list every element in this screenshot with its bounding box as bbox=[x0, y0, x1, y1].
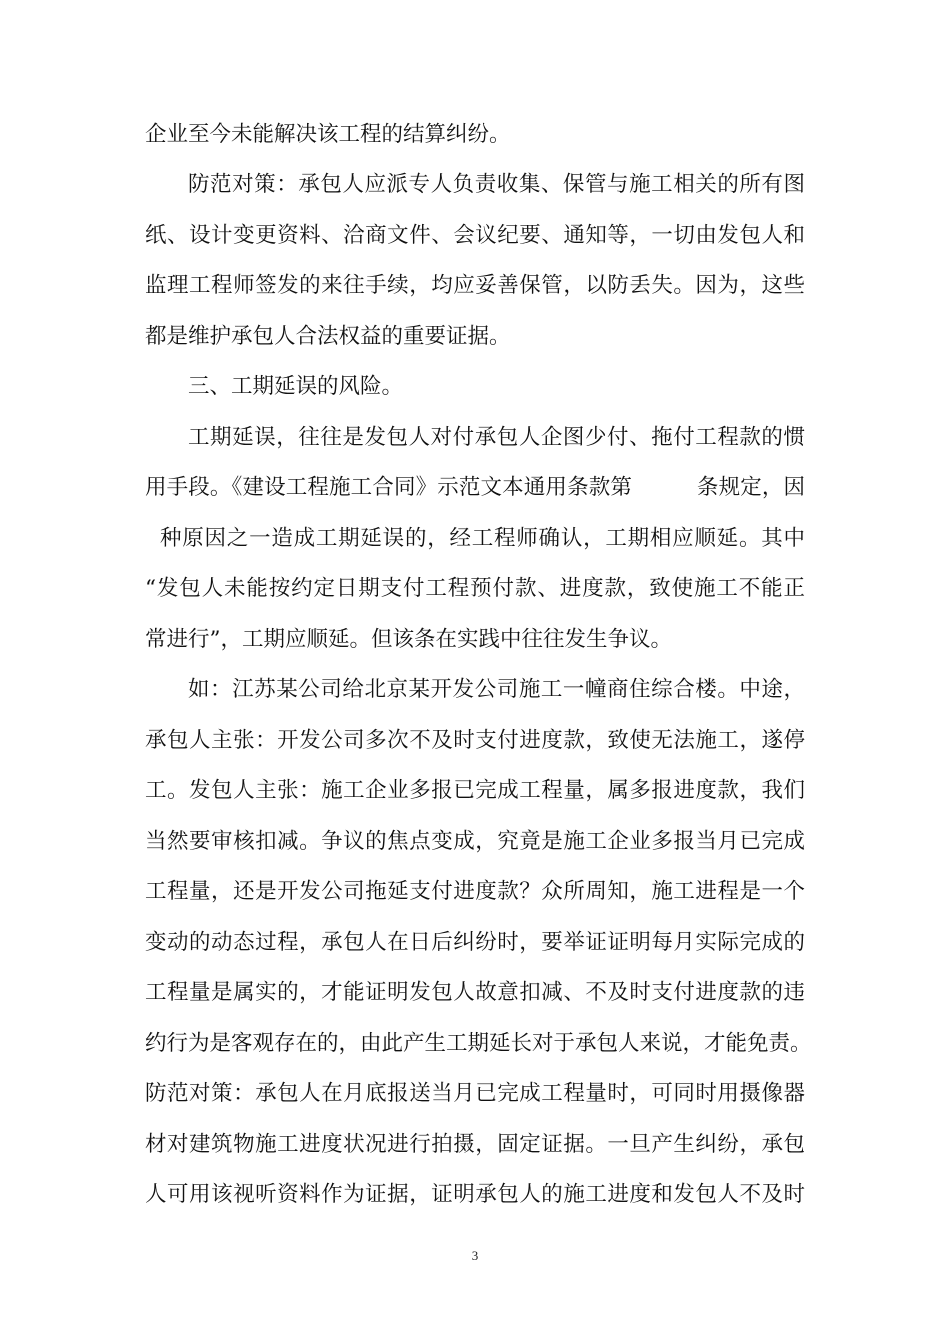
text-line: 工程量，还是开发公司拖延支付进度款？众所周知，施工进程是一个 bbox=[145, 879, 805, 904]
text-line: 工程量是属实的，才能证明发包人故意扣减、不及时支付进度款的违 bbox=[145, 980, 805, 1005]
text-line: 纸、设计变更资料、洽商文件、会议纪要、通知等，一切由发包人和 bbox=[145, 223, 805, 248]
text-line: 都是维护承包人合法权益的重要证据。 bbox=[145, 324, 511, 349]
section-heading: 三、工期延误的风险。 bbox=[188, 374, 404, 399]
text-line: 企业至今未能解决该工程的结算纠纷。 bbox=[145, 122, 511, 147]
paragraph-start-line: 工期延误，往往是发包人对付承包人企图少付、拖付工程款的惯 bbox=[188, 425, 805, 450]
text-line: “发包人未能按约定日期支付工程预付款、进度款，致使施工不能正 bbox=[145, 576, 805, 601]
text-line: 约行为是客观存在的，由此产生工期延长对于承包人来说，才能免责。 bbox=[145, 1031, 812, 1056]
text-line: 承包人主张：开发公司多次不及时支付进度款，致使无法施工，遂停 bbox=[145, 728, 805, 753]
page-number: 3 bbox=[471, 1248, 479, 1263]
paragraph-start-line: 如：江苏某公司给北京某开发公司施工一幢商住综合楼。中途， bbox=[188, 677, 805, 702]
text-line: 常进行”，工期应顺延。但该条在实践中往往发生争议。 bbox=[145, 627, 672, 652]
text-line: 监理工程师签发的来往手续，均应妥善保管，以防丢失。因为，这些 bbox=[145, 273, 805, 298]
text-line: 工。发包人主张：施工企业多报已完成工程量，属多报进度款，我们 bbox=[145, 778, 805, 803]
text-line: 当然要审核扣减。争议的焦点变成，究竟是施工企业多报当月已完成 bbox=[145, 829, 805, 854]
text-line: 人可用该视听资料作为证据，证明承包人的施工进度和发包人不及时 bbox=[145, 1182, 805, 1207]
text-line: 材对建筑物施工进度状况进行拍摄，固定证据。一旦产生纠纷，承包 bbox=[145, 1132, 805, 1157]
text-line: 种原因之一造成工期延误的，经工程师确认，工期相应顺延。其中 bbox=[160, 526, 805, 551]
text-line: 用手段。《建设工程施工合同》示范文本通用条款第 条规定，因 bbox=[145, 475, 805, 500]
text-line: 变动的动态过程，承包人在日后纠纷时，要举证证明每月实际完成的 bbox=[145, 930, 805, 955]
paragraph-start-line: 防范对策：承包人应派专人负责收集、保管与施工相关的所有图 bbox=[188, 172, 805, 197]
paragraph-start-line: 防范对策：承包人在月底报送当月已完成工程量时，可同时用摄像器 bbox=[145, 1081, 805, 1106]
